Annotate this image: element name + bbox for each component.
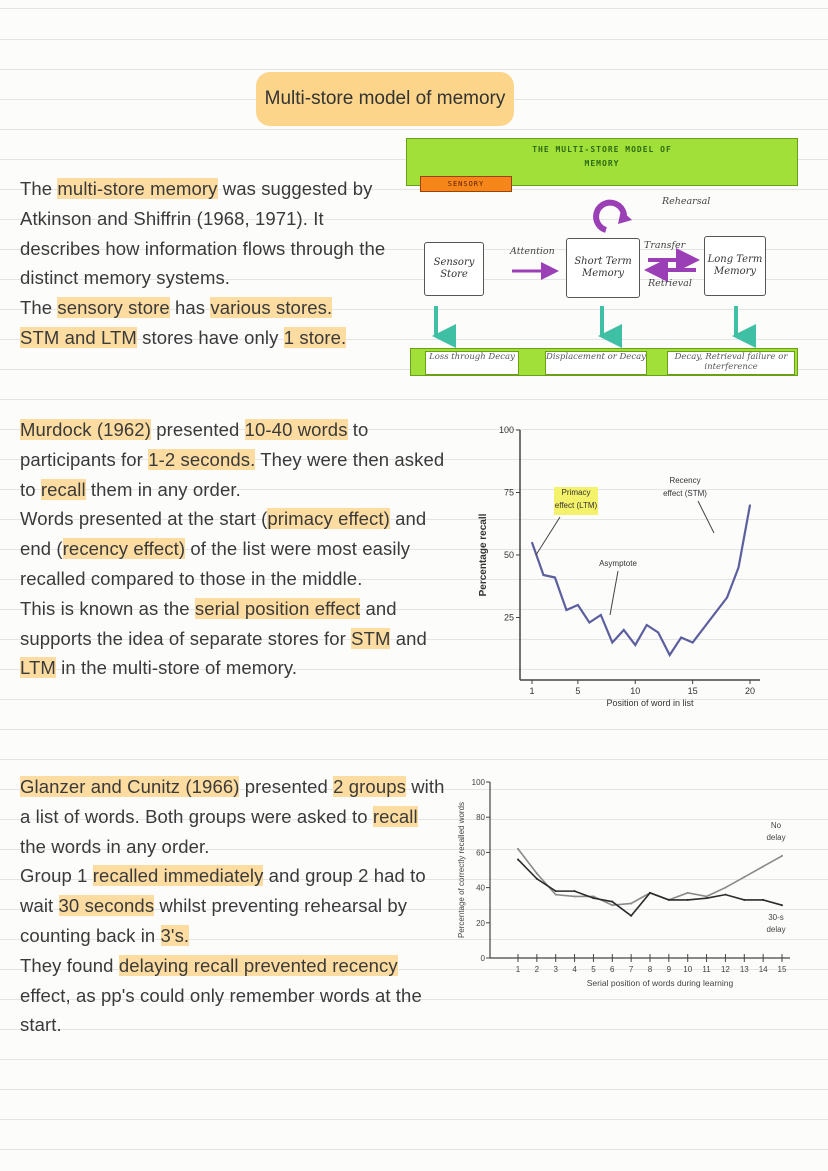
recency-label-2: effect (STM) [663,489,707,498]
x-tick-label: 1 [529,686,535,696]
text-segment: describes how information flows through the [20,237,386,259]
highlighted-text: recall [40,478,86,500]
attention-label: Attention [510,246,555,257]
no-delay-point [724,887,726,889]
text-line [20,832,445,862]
recency-pointer [698,501,714,533]
x-tick-label: 11 [702,965,711,974]
text-line [20,263,385,293]
x-axis-label: Serial position of words during learning [586,978,734,988]
diagram-header-subtitle: MEMORY [584,159,620,168]
text-segment: stores have only [136,326,284,348]
highlighted-text: 30 seconds [58,895,155,917]
text-line [20,293,385,323]
text-line [20,861,445,891]
text-line [20,802,445,832]
recall-point [680,637,682,639]
transfer-label: Transfer [644,240,686,251]
recall-point [738,567,740,569]
recall-point [715,612,717,614]
delay-point [743,899,745,901]
recency-label-1: Recency [669,476,701,485]
recall-point [566,609,568,611]
highlighted-text: 1 store. [283,326,347,348]
text-segment: and [390,627,427,649]
x-tick-label: 2 [534,965,540,974]
text-segment: start. [20,1014,62,1036]
text-segment: and [360,597,397,619]
text-segment: Group 1 [20,865,93,887]
delay-point [536,878,538,880]
x-tick-label: 1 [515,965,521,974]
text-segment: Atkinson and Shiffrin (1968, 1971). It [20,207,324,229]
delay-point [611,901,613,903]
y-axis-label: Percentage of correctly recalled words [457,801,466,939]
x-axis-label: Position of word in list [606,698,694,708]
text-line [20,445,444,475]
no-delay-point [630,902,632,904]
text-segment: of the list were most easily [185,538,411,560]
recall-point [692,642,694,644]
y-tick-label: 100 [471,778,485,787]
asymptote-label: Asymptote [599,559,637,568]
y-tick-label: 25 [503,612,514,623]
sensory-store-box: Sensory Store [424,242,484,296]
text-segment: distinct memory systems. [20,267,231,289]
delay-line [518,859,782,915]
y-tick-label: 20 [476,918,485,928]
highlighted-text: sensory store [57,297,170,319]
highlighted-text: 3's. [160,924,190,946]
serial-position-chart [470,415,770,725]
text-segment: counting back in [20,924,161,946]
delay-point [574,890,576,892]
text-line [20,772,445,802]
delay-point [724,894,726,896]
highlighted-text: delaying recall prevented recency [118,954,398,976]
y-tick-label: 60 [476,848,485,858]
glanzer-paragraph [20,772,445,1040]
recall-point [543,574,545,576]
loss-sensory: Loss through Decay [425,351,519,375]
text-segment: and group 2 had to [263,865,426,887]
highlighted-text: recency effect) [62,538,186,560]
x-tick-label: 5 [575,686,581,696]
text-segment: a list of words. Both groups were asked to [20,805,373,827]
delay-point [555,890,557,892]
text-line [20,504,444,534]
text-line [20,234,385,264]
primacy-label-2: effect (LTM) [554,501,598,510]
text-segment: The [20,178,58,199]
text-segment: wait [20,895,59,917]
text-segment: They were then asked [255,448,445,470]
recall-point [646,624,648,626]
text-segment: with [405,776,445,797]
x-tick-label: 3 [553,965,558,974]
highlighted-text: recall [372,805,418,827]
text-segment: recalled compared to those in the middle. [20,567,363,589]
text-segment: and [389,508,427,530]
highlighted-text: primacy effect) [267,508,390,530]
legend-no-delay-1: No [770,821,782,830]
highlighted-text: STM and LTM [20,326,137,348]
highlighted-text: various stores. [210,297,333,319]
retrieval-label: Retrieval [648,278,692,289]
delay-point [762,899,764,901]
delay-point [687,899,689,901]
x-tick-label: 15 [687,686,698,696]
highlighted-text: Murdock (1962) [20,419,151,440]
x-tick-label: 12 [720,965,730,974]
delay-point [781,904,783,906]
text-segment: them in any order. [85,478,241,500]
text-segment: was suggested by [217,178,373,199]
text-segment: participants for [20,448,149,470]
delay-point [630,915,632,917]
delay-point [649,892,651,894]
intro-paragraph [20,174,385,353]
x-tick-label: 6 [610,965,615,974]
delay-point [592,897,594,899]
no-delay-point [536,873,538,875]
highlighted-text: recalled immediately [92,865,264,887]
no-delay-point [574,895,576,897]
x-tick-label: 14 [758,965,768,974]
text-segment: Words presented at the start ( [20,508,268,530]
text-line [20,653,444,683]
recall-point [600,614,602,616]
legend-delay-1: 30-s [768,913,784,922]
x-tick-label: 10 [630,686,641,696]
text-line [20,891,445,921]
y-tick-label: 0 [480,954,485,963]
text-segment: supports the idea of separate stores for [20,627,352,649]
text-line [20,1010,445,1040]
y-tick-label: 80 [476,813,485,823]
no-delay-point [611,904,613,906]
highlighted-text: LTM [20,657,56,679]
text-segment: to [20,478,41,500]
text-line [20,323,385,353]
diagram-tag: SENSORY [420,176,512,192]
highlighted-text: STM [351,627,391,649]
legend-no-delay-2: delay [766,833,786,842]
x-tick-label: 13 [739,965,749,974]
x-tick-label: 10 [683,965,693,974]
no-delay-point [743,876,745,878]
y-tick-label: 40 [476,883,485,893]
text-line [20,174,385,204]
diagram-loss-bar [410,348,798,376]
diagram-header-title: THE MULTI-STORE MODEL OF [532,145,672,154]
primacy-label-1: Primacy [561,488,591,497]
loss-ltm: Decay, Retrieval failure or interference [667,351,795,375]
text-line [20,564,444,594]
asymptote-pointer [610,571,618,615]
delay-point [668,899,670,901]
recall-point [749,504,751,506]
text-segment: This is known as the [20,597,195,619]
no-delay-line [518,849,782,905]
no-delay-point [706,895,708,897]
text-segment: has [169,297,211,319]
text-line [20,475,444,505]
text-line [20,624,444,654]
text-line [20,981,445,1011]
text-segment: to [347,419,369,440]
recall-point [657,632,659,634]
text-line [20,204,385,234]
highlighted-text: multi-store memory [57,178,218,199]
stm-box: Short Term Memory [566,238,640,298]
x-tick-label: 7 [628,965,634,974]
highlighted-text: 1-2 seconds. [148,448,256,470]
delay-point [517,858,519,860]
recall-point [531,542,533,544]
highlighted-text: Glanzer and Cunitz (1966) [20,776,240,797]
text-segment: in the multi-store of memory. [55,657,298,679]
murdock-paragraph [20,415,444,683]
rehearsal-label: Rehearsal [662,196,711,207]
recall-point [554,577,556,579]
highlighted-text: serial position effect [194,597,361,619]
glanzer-cunitz-chart [450,770,810,1010]
recall-point [612,642,614,644]
recall-point [703,627,705,629]
x-tick-label: 5 [591,965,596,974]
recall-point [623,629,625,631]
x-tick-label: 15 [777,965,787,974]
x-tick-label: 8 [647,965,653,974]
text-segment: effect, as pp's could only remember words at the [20,984,422,1006]
text-segment: The [20,297,58,319]
recall-line [532,505,750,655]
delay-point [706,897,708,899]
text-segment: presented [150,419,245,440]
text-segment: They found [20,954,119,976]
y-axis-label: Percentage recall [478,513,489,597]
no-delay-point [555,894,557,896]
no-delay-point [781,855,783,857]
ltm-box: Long Term Memory [704,236,766,296]
text-line [20,921,445,951]
loss-stm: Displacement or Decay [545,351,647,375]
text-segment: end ( [20,538,63,560]
text-segment: presented [239,776,334,797]
primacy-pointer [536,517,560,555]
text-segment: whilst preventing rehearsal by [154,895,408,917]
x-tick-label: 9 [666,965,672,974]
recall-point [577,604,579,606]
highlighted-text: 10-40 words [244,419,348,440]
no-delay-point [762,865,764,867]
no-delay-point [517,848,519,850]
text-line [20,594,444,624]
recall-point [669,654,671,656]
highlighted-text: 2 groups [333,776,406,797]
page-title: Multi-store model of memory [256,72,514,126]
y-tick-label: 50 [503,550,514,560]
no-delay-point [687,892,689,894]
text-segment: the words in any order. [20,835,210,857]
text-line [20,951,445,981]
y-tick-label: 100 [498,425,514,435]
recall-point [634,644,636,646]
legend-delay-2: delay [766,925,786,934]
y-tick-label: 75 [503,487,514,498]
recall-point [589,622,591,624]
text-line [20,415,444,445]
x-tick-label: 20 [744,686,756,696]
recall-point [726,597,728,599]
text-line [20,534,444,564]
x-tick-label: 4 [572,965,577,974]
multi-store-diagram [406,138,798,386]
